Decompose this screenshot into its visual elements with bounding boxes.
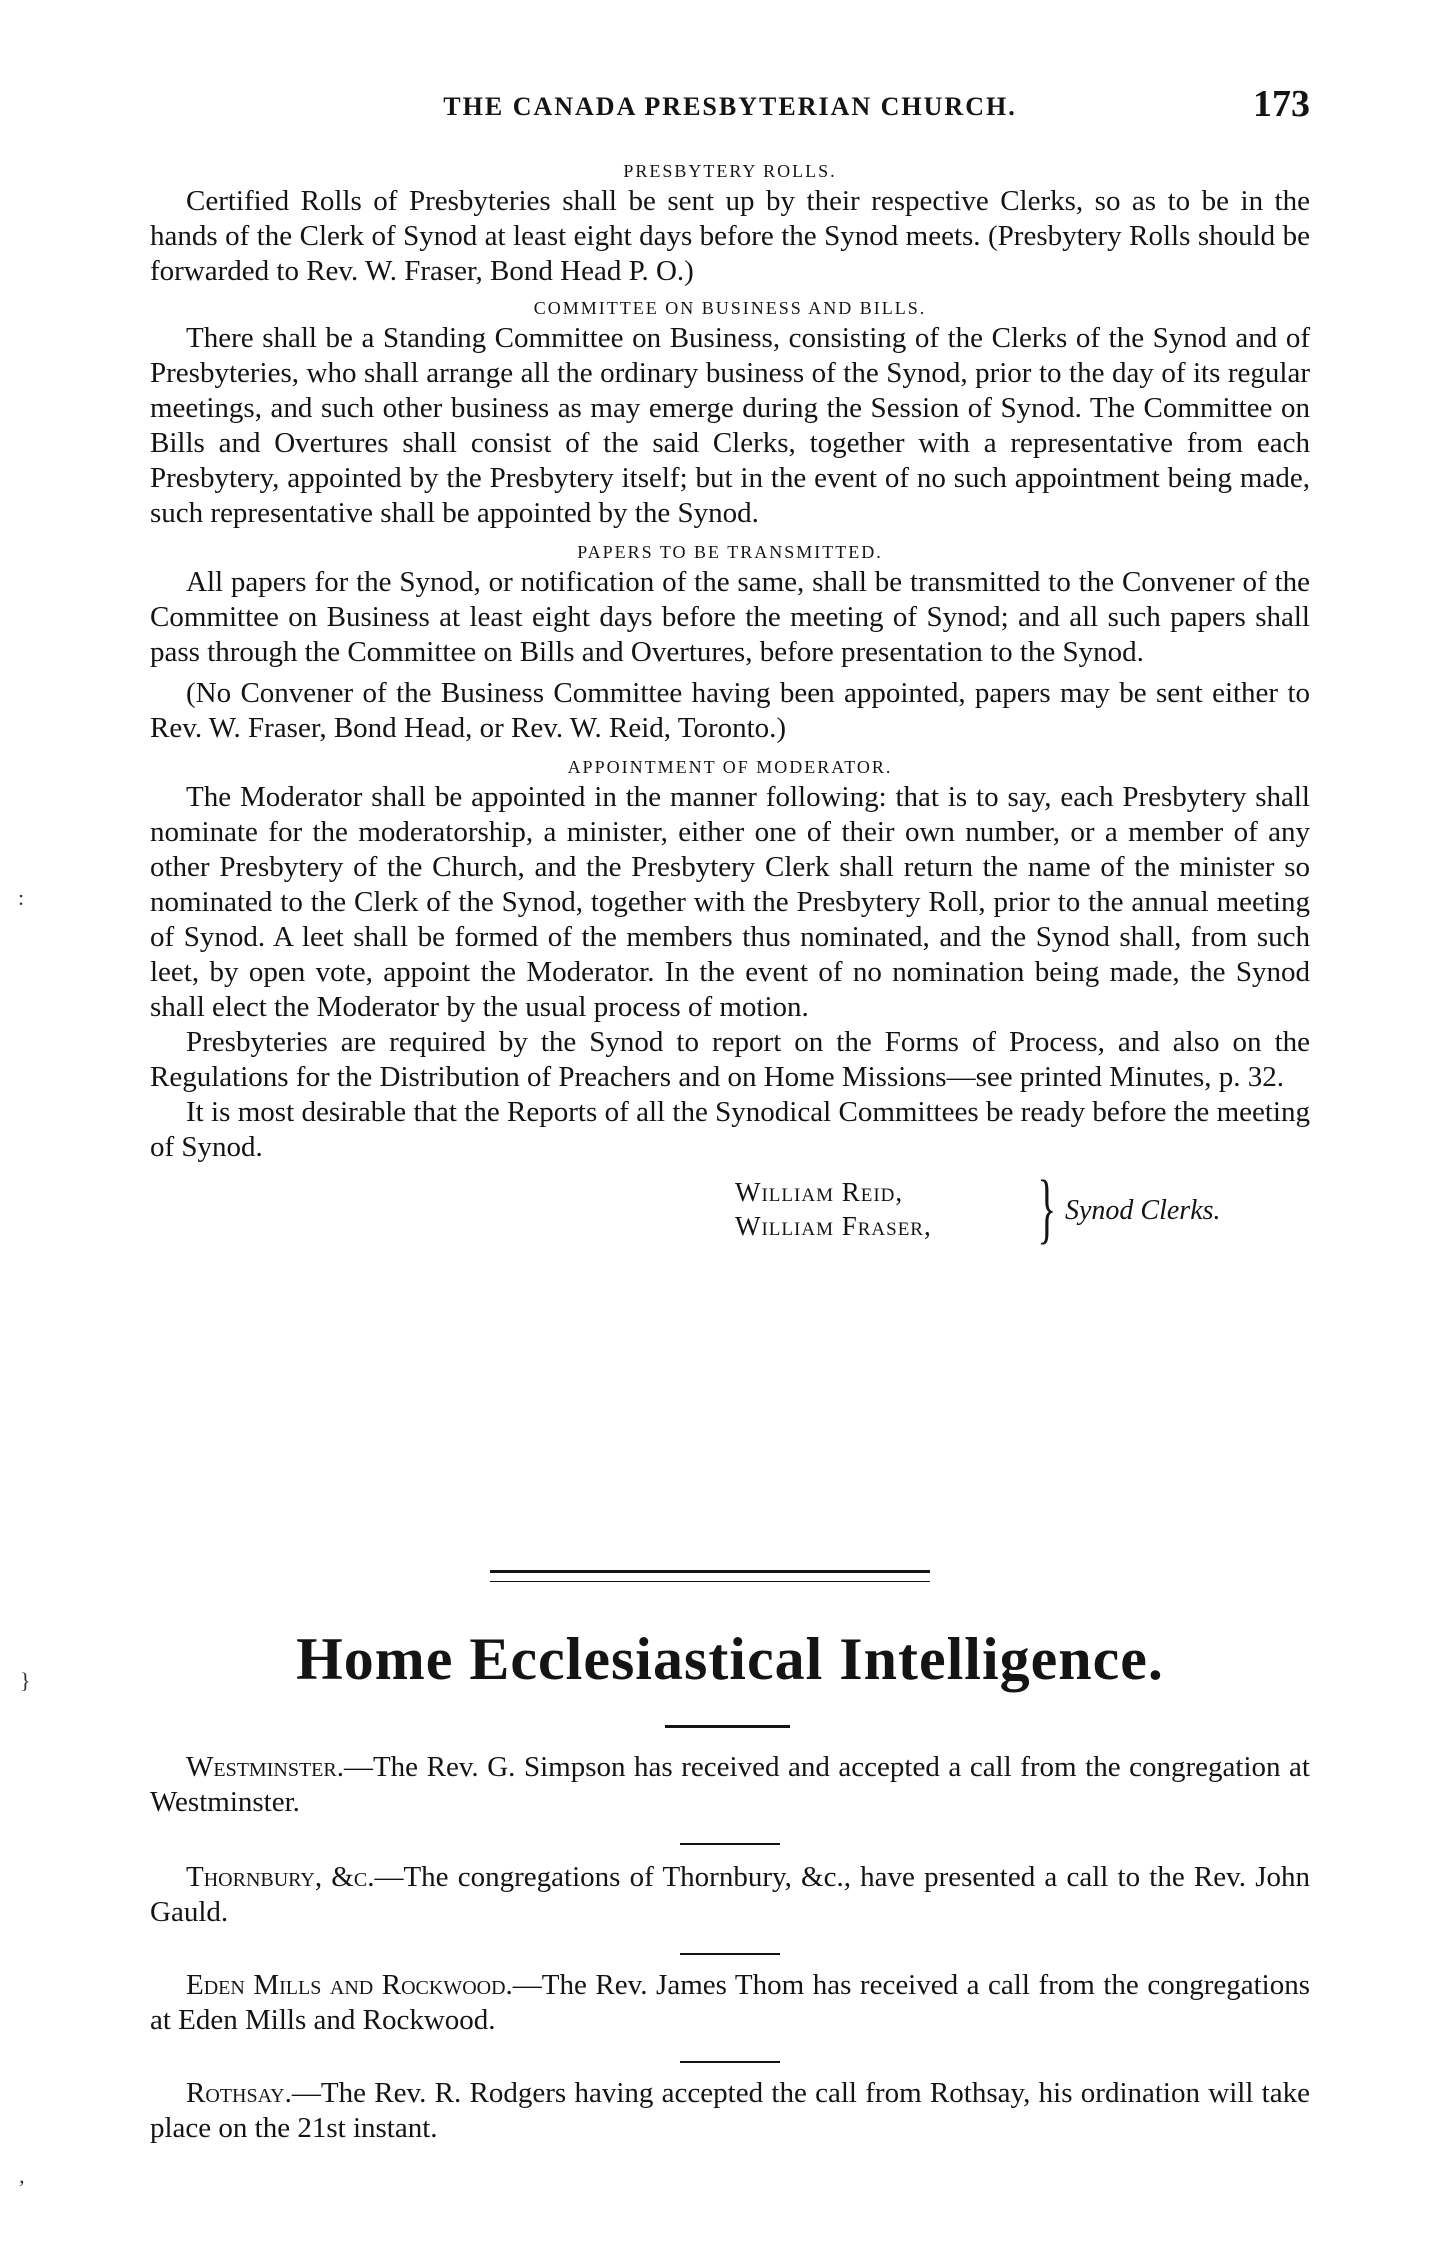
news-text: —The Rev. G. Simpson has received and accepted a call from the congregation at Westminster. bbox=[150, 1751, 1310, 1818]
section-heading: COMMITTEE ON BUSINESS AND BILLS. bbox=[533, 298, 927, 318]
item-divider bbox=[680, 2061, 780, 2063]
curly-brace-icon: } bbox=[1037, 1164, 1057, 1251]
news-text: —The Rev. James Thom has received a call from the congregations at Eden Mills and Rockwood. bbox=[150, 1969, 1310, 2036]
paragraph: Certified Rolls of Presbyteries shall be sent up by their respective Clerks, so as to be in the hands of the Clerk of Synod at least eight days before the Synod meets. (Presbytery Rolls should be forwarded to Rev. W. Fraser, Bond Head P. O.) bbox=[150, 185, 1310, 287]
paragraph: (No Convener of the Business Committee having been appointed, papers may be sent either to Rev. W. Fraser, Bond Head, or Rev. W. Reid, Toronto.) bbox=[150, 677, 1310, 744]
paragraph: It is most desirable that the Reports of all the Synodical Committees be ready before the meeting of Synod. bbox=[150, 1096, 1310, 1163]
signatory-name: William Fraser, bbox=[735, 1211, 932, 1241]
news-place: Rothsay. bbox=[186, 2077, 292, 2109]
title-underline bbox=[665, 1725, 790, 1728]
section-committee-on-business bbox=[150, 295, 1310, 531]
section-divider bbox=[490, 1570, 930, 1582]
paragraph: The Moderator shall be appointed in the manner following: that is to say, each Presbytery shall nominate for the moderatorship, a minister, either one of their own number, or a member of any other Presbytery of the Church, and the Presbytery Clerk shall return the name of the minister so nominated to the Clerk of the Synod, together with the Presbytery Roll, prior to the annual meeting of Synod. A leet shall be formed of the members thus nominated, and the Synod shall, from such leet, by open vote, appoint the Moderator. In the event of no nomination being made, the Synod shall elect the Moderator by the usual process of motion. bbox=[150, 781, 1310, 1023]
margin-mark: : bbox=[18, 885, 25, 910]
news-item bbox=[150, 1750, 1310, 1820]
intelligence-title: Home Ecclesiastical Intelligence. bbox=[296, 1626, 1164, 1692]
section-heading: PRESBYTERY ROLLS. bbox=[623, 161, 837, 181]
news-item bbox=[150, 2076, 1310, 2146]
news-place: Westminster. bbox=[186, 1751, 344, 1783]
signatory-names bbox=[735, 1175, 932, 1243]
synod-rules-column bbox=[150, 158, 1310, 1269]
news-text: —The Rev. R. Rodgers having accepted the call from Rothsay, his ordination will take place on the 21st instant. bbox=[150, 2077, 1310, 2144]
section-papers-transmitted bbox=[150, 539, 1310, 746]
margin-mark: ’ bbox=[18, 2175, 26, 2200]
section-appointment-of-moderator bbox=[150, 754, 1310, 1165]
signatory-name: William Reid, bbox=[735, 1177, 904, 1207]
section-heading: PAPERS TO BE TRANSMITTED. bbox=[577, 542, 883, 562]
news-item bbox=[150, 1968, 1310, 2038]
signature-block bbox=[150, 1164, 1310, 1269]
paragraph: There shall be a Standing Committee on Business, consisting of the Clerks of the Synod and of Presbyteries, who shall arrange all the ordinary business of the Synod, prior to the day of its regular meetings, and such other business as may emerge during the Session of Synod. The Committee on Bills and Overtures shall consist of the said Clerks, together with a representative from each Presbytery, appointed by the Presbytery itself; but in the event of no such appointment being made, such representative shall be appointed by the Synod. bbox=[150, 322, 1310, 529]
margin-mark: } bbox=[20, 1668, 31, 1693]
paragraph: All papers for the Synod, or notification of the same, shall be transmitted to the Convener of the Committee on Business at least eight days before the meeting of Synod; and all such papers shall pass through the Committee on Bills and Overtures, before presentation to the Synod. bbox=[150, 566, 1310, 668]
item-divider bbox=[680, 1953, 780, 1955]
news-item bbox=[150, 1860, 1310, 1930]
paragraph: Presbyteries are required by the Synod to report on the Forms of Process, and also on the Regulations for the Distribution of Preachers and on Home Missions—see printed Minutes, p. 32. bbox=[150, 1026, 1310, 1093]
signatory-role: Synod Clerks. bbox=[1065, 1195, 1221, 1226]
news-text: —The congregations of Thornbury, &c., have presented a call to the Rev. John Gauld. bbox=[150, 1861, 1311, 1928]
running-head bbox=[150, 82, 1310, 132]
item-divider bbox=[680, 1843, 780, 1845]
section-presbytery-rolls bbox=[150, 158, 1310, 289]
news-place: Eden Mills and Rockwood. bbox=[186, 1969, 513, 2001]
page-number: 173 bbox=[1253, 83, 1310, 125]
running-title: THE CANADA PRESBYTERIAN CHURCH. bbox=[443, 92, 1017, 121]
section-heading: APPOINTMENT OF MODERATOR. bbox=[567, 757, 893, 777]
news-place: Thornbury, &c. bbox=[186, 1861, 375, 1893]
